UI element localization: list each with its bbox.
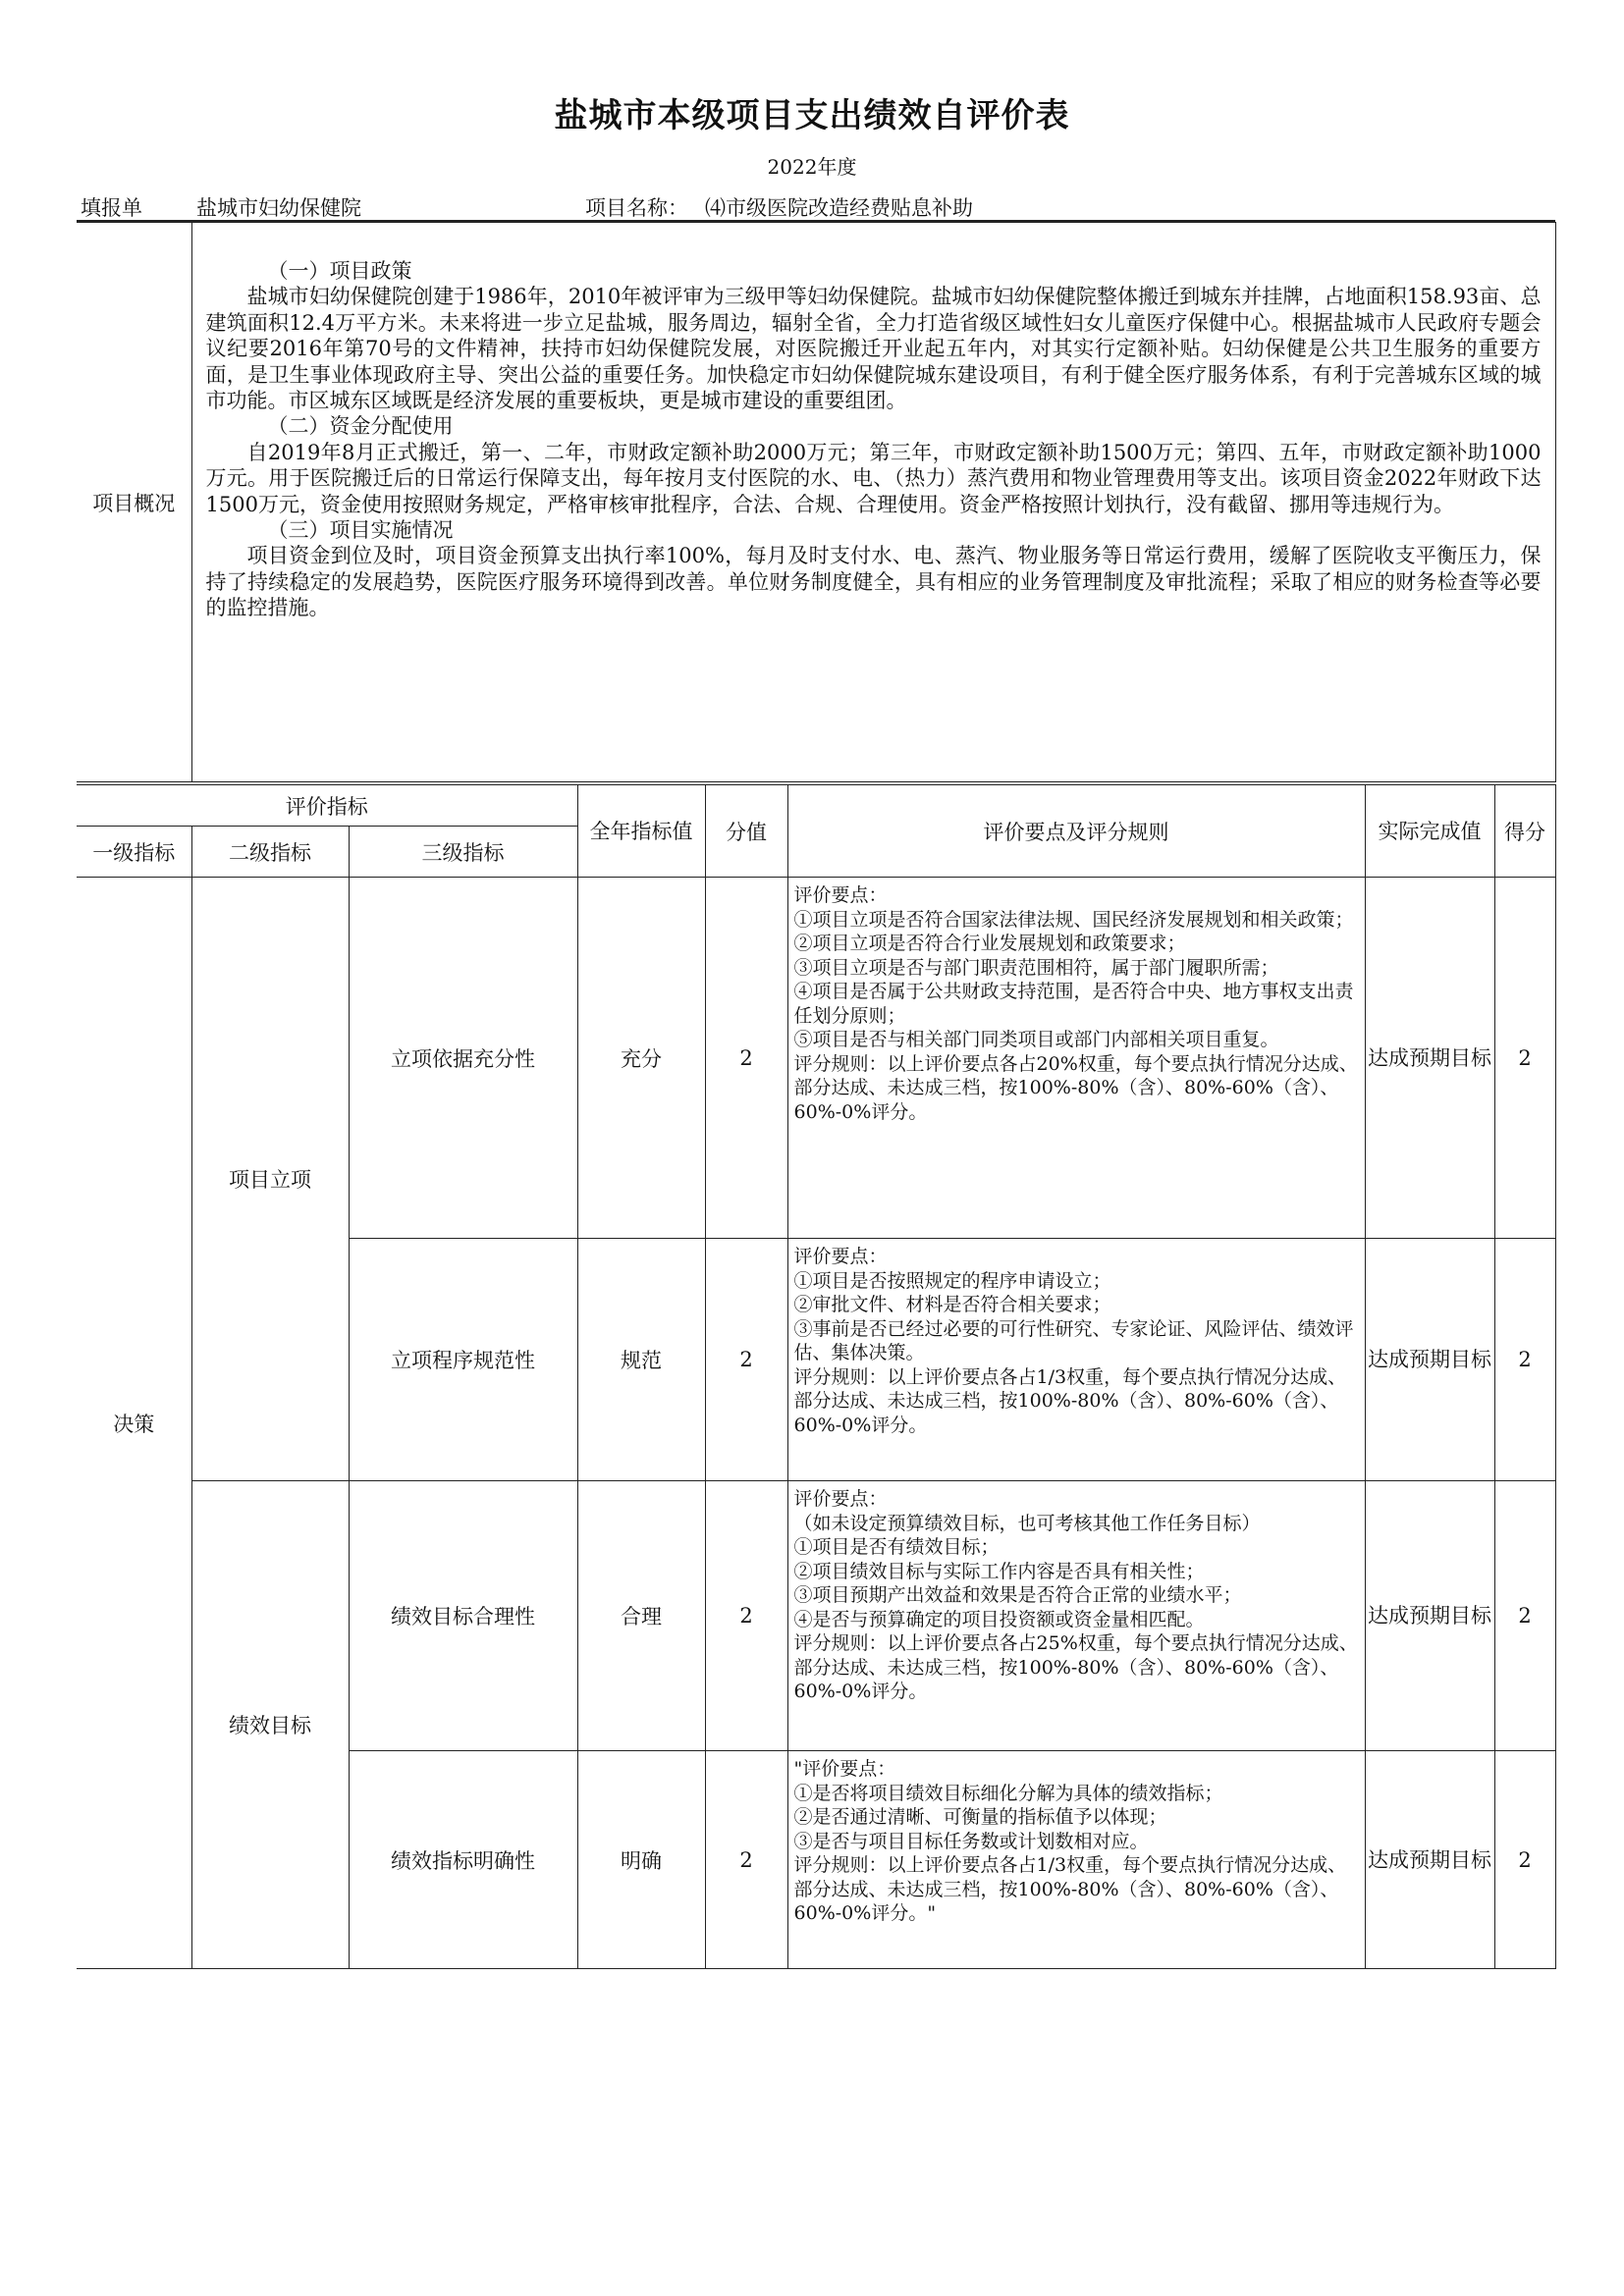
implementation-heading: （三）项目实施情况: [267, 518, 454, 543]
table-row: [77, 878, 1555, 1239]
rule-line: ③事前是否已经过必要的可行性研究、专家论证、风险评估、绩效评估、集体决策。: [793, 1317, 1354, 1363]
level3-cell: 绩效指标明确性: [349, 1751, 577, 1969]
rules-cell: [787, 1751, 1365, 1969]
annual-value-cell: 明确: [577, 1751, 705, 1969]
annual-value-header: 全年指标值: [577, 785, 705, 878]
annual-value-cell: 规范: [577, 1239, 705, 1481]
rules-cell: [787, 1481, 1365, 1751]
overview-table: [77, 222, 1556, 782]
page-title: 盐城市本级项目支出绩效自评价表: [554, 96, 1070, 135]
rule-line: ④是否与预算确定的项目投资额或资金量相匹配。: [793, 1608, 1205, 1630]
project-value: ⑷市级医院改造经费贴息补助: [705, 196, 973, 220]
policy-text: 盐城市妇幼保健院创建于1986年，2010年被评审为三级甲等妇幼保健院。盐城市妇幼保健院整体搬迁到城东并挂牌，占地面积158.93亩、总建筑面积12.4万平方米。未来将进一步立足盐城，服务周边，辐射全省，全力打造省级区域性妇女儿童医疗保健中心。根据盐城市人民政府专题会议纪要2016年第70号的文件精神，扶持市妇幼保健院发展，对医院搬迁开业起五年内，对其实行定额补贴。妇幼保健是公共卫生服务的重要方面，是卫生事业体现政府主导、突出公益的重要任务。加快稳定市妇幼保健院城东建设项目，有利于健全医疗服务体系，有利于完善城东区域的城市功能。市区城东区域既是经济发展的重要板块，更是城市建设的重要组团。: [205, 285, 1542, 413]
rule-line: 评价要点：: [793, 1246, 888, 1267]
actual-cell: 达成预期目标: [1365, 1751, 1494, 1969]
project-label: 项目名称：: [585, 196, 688, 220]
level2-project-setup: 项目立项: [191, 878, 349, 1481]
rule-line: ③项目预期产出效益和效果是否符合正常的业绩水平；: [793, 1584, 1242, 1606]
points-cell: 2: [705, 1751, 787, 1969]
level2-header: 二级指标: [191, 827, 349, 878]
points-header: 分值: [705, 785, 787, 878]
policy-heading: （一）项目政策: [267, 259, 412, 283]
rule-line: （如未设定预算绩效目标，也可考核其他工作任务目标）: [793, 1512, 1261, 1534]
filer-label: 填报单: [81, 196, 142, 220]
rules-cell: [787, 1239, 1365, 1481]
rule-line: ④项目是否属于公共财政支持范围，是否符合中央、地方事权支出责任划分原则；: [793, 981, 1354, 1027]
score-cell: 2: [1494, 1481, 1555, 1751]
rule-line: ②项目绩效目标与实际工作内容是否具有相关性；: [793, 1560, 1205, 1582]
rule-line: ③是否与项目目标任务数或计划数相对应。: [793, 1830, 1149, 1852]
points-cell: 2: [705, 878, 787, 1239]
rule-line: 评价要点：: [793, 1488, 888, 1510]
rule-line: ⑤项目是否与相关部门同类项目或部门内部相关项目重复。: [793, 1029, 1279, 1050]
level3-header: 三级指标: [349, 827, 577, 878]
level3-cell: 立项依据充分性: [349, 878, 577, 1239]
rule-line: "评价要点：: [793, 1758, 896, 1780]
points-cell: 2: [705, 1481, 787, 1751]
rule-line: ②审批文件、材料是否符合相关要求；: [793, 1294, 1111, 1315]
table-row: [77, 1481, 1555, 1751]
rule-line: 评分规则：以上评价要点各占20%权重，每个要点执行情况分达成、部分达成、未达成三档，按100%-80%（含）、80%-60%（含）、60%-0%评分。: [793, 1052, 1358, 1123]
actual-header: 实际完成值: [1365, 785, 1494, 878]
actual-cell: 达成预期目标: [1365, 1239, 1494, 1481]
rule-line: 评价要点：: [793, 884, 888, 906]
score-cell: 2: [1494, 878, 1555, 1239]
level1-decision: 决策: [77, 878, 191, 1969]
rule-line: 评分规则：以上评价要点各占1/3权重，每个要点执行情况分达成、部分达成、未达成三档，按100%-80%（含）、80%-60%（含）、60%-0%评分。": [793, 1854, 1347, 1924]
score-cell: 2: [1494, 1751, 1555, 1969]
eval-indicators-header: 评价指标: [77, 785, 577, 827]
evaluation-table: [77, 784, 1556, 1969]
overview-content: [191, 223, 1555, 782]
rule-line: ③项目立项是否与部门职责范围相符，属于部门履职所需；: [793, 956, 1279, 979]
rule-line: ①项目是否有绩效目标；: [793, 1536, 1000, 1558]
rule-line: ①项目立项是否符合国家法律法规、国民经济发展规划和相关政策；: [793, 908, 1354, 931]
annual-value-cell: 合理: [577, 1481, 705, 1751]
rule-line: ①是否将项目绩效目标细化分解为具体的绩效指标；: [793, 1782, 1223, 1804]
rules-cell: [787, 878, 1365, 1239]
level2-performance-target: 绩效目标: [191, 1481, 349, 1969]
rule-line: ②项目立项是否符合行业发展规划和政策要求；: [793, 933, 1186, 954]
rule-line: ①项目是否按照规定的程序申请设立；: [793, 1269, 1111, 1292]
rule-line: 评分规则：以上评价要点各占25%权重，每个要点执行情况分达成、部分达成、未达成三档，按100%-80%（含）、80%-60%（含）、60%-0%评分。: [793, 1632, 1358, 1702]
annual-value-cell: 充分: [577, 878, 705, 1239]
level1-header: 一级指标: [77, 827, 191, 878]
funding-heading: （二）资金分配使用: [267, 414, 454, 439]
rule-line: ②是否通过清晰、可衡量的指标值予以体现；: [793, 1806, 1167, 1828]
level3-cell: 立项程序规范性: [349, 1239, 577, 1481]
score-cell: 2: [1494, 1239, 1555, 1481]
actual-cell: 达成预期目标: [1365, 1481, 1494, 1751]
rule-line: 评分规则：以上评价要点各占1/3权重，每个要点执行情况分达成、部分达成、未达成三档，按100%-80%（含）、80%-60%（含）、60%-0%评分。: [793, 1365, 1347, 1436]
score-header: 得分: [1494, 785, 1555, 878]
actual-cell: 达成预期目标: [1365, 878, 1494, 1239]
report-year: 2022年度: [767, 155, 857, 179]
rules-header: 评价要点及评分规则: [787, 785, 1365, 878]
funding-text: 自2019年8月正式搬迁，第一、二年，市财政定额补助2000万元；第三年，市财政定额补助1500万元；第四、五年，市财政定额补助1000万元。用于医院搬迁后的日常运行保障支出，每年按月支付医院的水、电、（热力）蒸汽费用和物业管理费用等支出。该项目资金2022年财政下达1500万元，资金使用按照财务规定，严格审核审批程序，合法、合规、合理使用。资金严格按照计划执行，没有截留、挪用等违规行为。: [205, 440, 1542, 516]
filer-value: 盐城市妇幼保健院: [196, 196, 361, 220]
level3-cell: 绩效目标合理性: [349, 1481, 577, 1751]
points-cell: 2: [705, 1239, 787, 1481]
implementation-text: 项目资金到位及时，项目资金预算支出执行率100%，每月及时支付水、电、蒸汽、物业服务等日常运行费用，缓解了医院收支平衡压力，保持了持续稳定的发展趋势，医院医疗服务环境得到改善。单位财务制度健全，具有相应的业务管理制度及审批流程；采取了相应的财务检查等必要的监控措施。: [205, 544, 1542, 620]
overview-label: 项目概况: [77, 223, 191, 782]
